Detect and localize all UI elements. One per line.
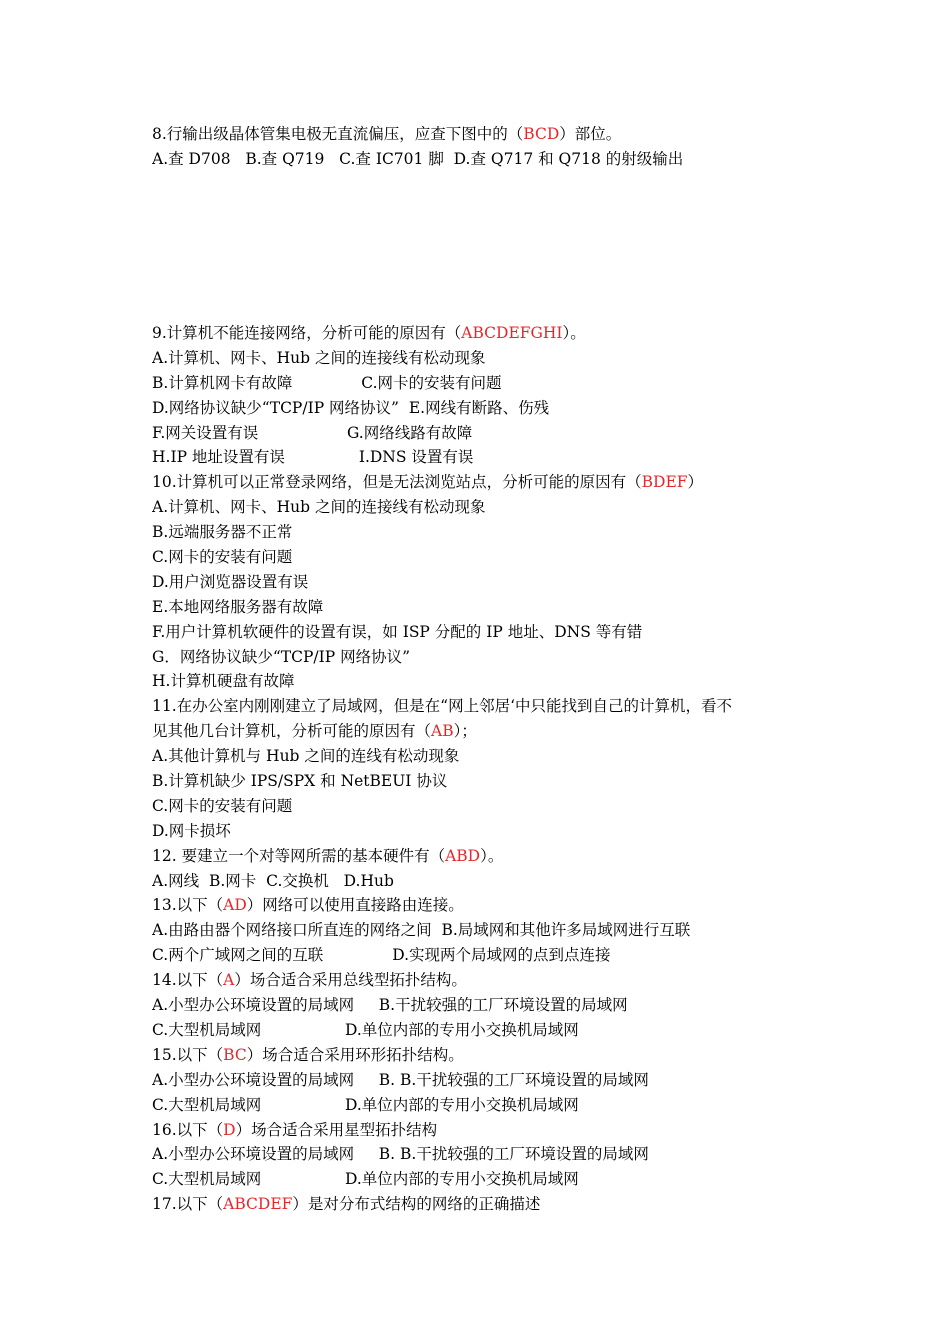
question-15-stem: 15.以下（BC）场合适合采用环形拓扑结构。 bbox=[152, 1045, 464, 1064]
question-10-option-line: B.远端服务器不正常 bbox=[152, 523, 293, 542]
question-10-option-line: H.计算机硬盘有故障 bbox=[152, 672, 295, 691]
question-11-option-line: C.网卡的安装有问题 bbox=[152, 796, 293, 815]
answer-q9: ABCDEFGHI bbox=[461, 324, 563, 342]
question-13-option-line: C.两个广域网之间的互联 D.实现两个局域网的点到点连接 bbox=[152, 946, 611, 965]
question-10-stem: 10.计算机可以正常登录网络，但是无法浏览站点，分析可能的原因有（BDEF） bbox=[152, 473, 704, 492]
question-8-stem: 8.行输出级晶体管集电极无直流偏压，应查下图中的（BCD）部位。 bbox=[152, 125, 622, 143]
question-15-option-line: A.小型办公环境设置的局域网 B. B.干扰较强的工厂环境设置的局域网 bbox=[152, 1070, 649, 1089]
question-16-option-line: A.小型办公环境设置的局域网 B. B.干扰较强的工厂环境设置的局域网 bbox=[152, 1145, 649, 1164]
question-13-stem: 13.以下（AD）网络可以使用直接路由连接。 bbox=[152, 896, 464, 915]
question-10-option-line: E.本地网络服务器有故障 bbox=[152, 597, 324, 616]
question-13-option-line: A.由路由器个网络接口所直连的网络之间 B.局域网和其他许多局域网进行互联 bbox=[152, 921, 691, 940]
question-10-option-line: D.用户浏览器设置有误 bbox=[152, 572, 309, 591]
answer-q15: BC bbox=[223, 1045, 247, 1064]
question-8-options: A.查 D708 B.查 Q719 C.查 IC701 脚 D.查 Q717 和 Q718 的射级输出 bbox=[152, 149, 684, 168]
question-16-stem: 16.以下（D）场合适合采用星型拓扑结构 bbox=[152, 1120, 438, 1139]
question-9-option-line: A.计算机、网卡、Hub 之间的连接线有松动现象 bbox=[152, 348, 486, 367]
question-8-block bbox=[152, 122, 812, 172]
question-15-option-line: C.大型机局域网 D.单位内部的专用小交换机局域网 bbox=[152, 1095, 579, 1114]
answer-q10: BDEF bbox=[641, 473, 688, 492]
question-11-stem-line-2: 见其他几台计算机，分析可能的原因有（AB）； bbox=[152, 722, 477, 741]
answer-q8: BCD bbox=[523, 125, 560, 143]
question-14-option-line: A.小型办公环境设置的局域网 B.干扰较强的工厂环境设置的局域网 bbox=[152, 996, 628, 1015]
question-11-option-line: B.计算机缺少 IPS/SPX 和 NetBEUI 协议 bbox=[152, 772, 448, 791]
questions-main-block bbox=[152, 321, 812, 1217]
answer-q14: A bbox=[223, 971, 235, 990]
question-10-option-line: A.计算机、网卡、Hub 之间的连接线有松动现象 bbox=[152, 498, 486, 517]
question-10-option-line: F.用户计算机软硬件的设置有误，如 ISP 分配的 IP 地址、DNS 等有错 bbox=[152, 622, 643, 641]
question-9-option-line: B.计算机网卡有故障 C.网卡的安装有问题 bbox=[152, 373, 502, 392]
question-14-option-line: C.大型机局域网 D.单位内部的专用小交换机局域网 bbox=[152, 1020, 579, 1039]
question-9-stem: 9.计算机不能连接网络，分析可能的原因有（ABCDEFGHI）。 bbox=[152, 324, 586, 342]
answer-q13: AD bbox=[223, 896, 247, 915]
question-10-option-line: C.网卡的安装有问题 bbox=[152, 548, 293, 567]
question-9-option-line: F.网关设置有误 G.网络线路有故障 bbox=[152, 423, 473, 442]
question-14-stem: 14.以下（A）场合适合采用总线型拓扑结构。 bbox=[152, 971, 467, 990]
question-12-stem: 12. 要建立一个对等网所需的基本硬件有（ABD）。 bbox=[152, 846, 504, 865]
question-9-option-line: D.网络协议缺少“TCP/IP 网络协议” E.网线有断路、伤残 bbox=[152, 398, 550, 417]
question-10-option-line: G．网络协议缺少“TCP/IP 网络协议” bbox=[152, 647, 411, 666]
answer-q11: AB bbox=[431, 722, 454, 741]
answer-q17: ABCDEF bbox=[223, 1195, 293, 1214]
question-12-options: A.网线 B.网卡 C.交换机 D.Hub bbox=[152, 871, 394, 890]
question-9-option-line: H.IP 地址设置有误 I.DNS 设置有误 bbox=[152, 448, 474, 467]
question-11-stem-line-1: 11.在办公室内刚刚建立了局域网，但是在“网上邻居‘中只能找到自己的计算机，看不 bbox=[152, 697, 733, 716]
question-11-option-line: A.其他计算机与 Hub 之间的连线有松动现象 bbox=[152, 747, 460, 766]
answer-q16: D bbox=[223, 1120, 236, 1139]
question-17-stem: 17.以下（ABCDEF）是对分布式结构的网络的正确描述 bbox=[152, 1195, 541, 1214]
answer-q12: ABD bbox=[445, 846, 481, 865]
question-11-option-line: D.网卡损坏 bbox=[152, 821, 231, 840]
question-16-option-line: C.大型机局域网 D.单位内部的专用小交换机局域网 bbox=[152, 1170, 579, 1189]
